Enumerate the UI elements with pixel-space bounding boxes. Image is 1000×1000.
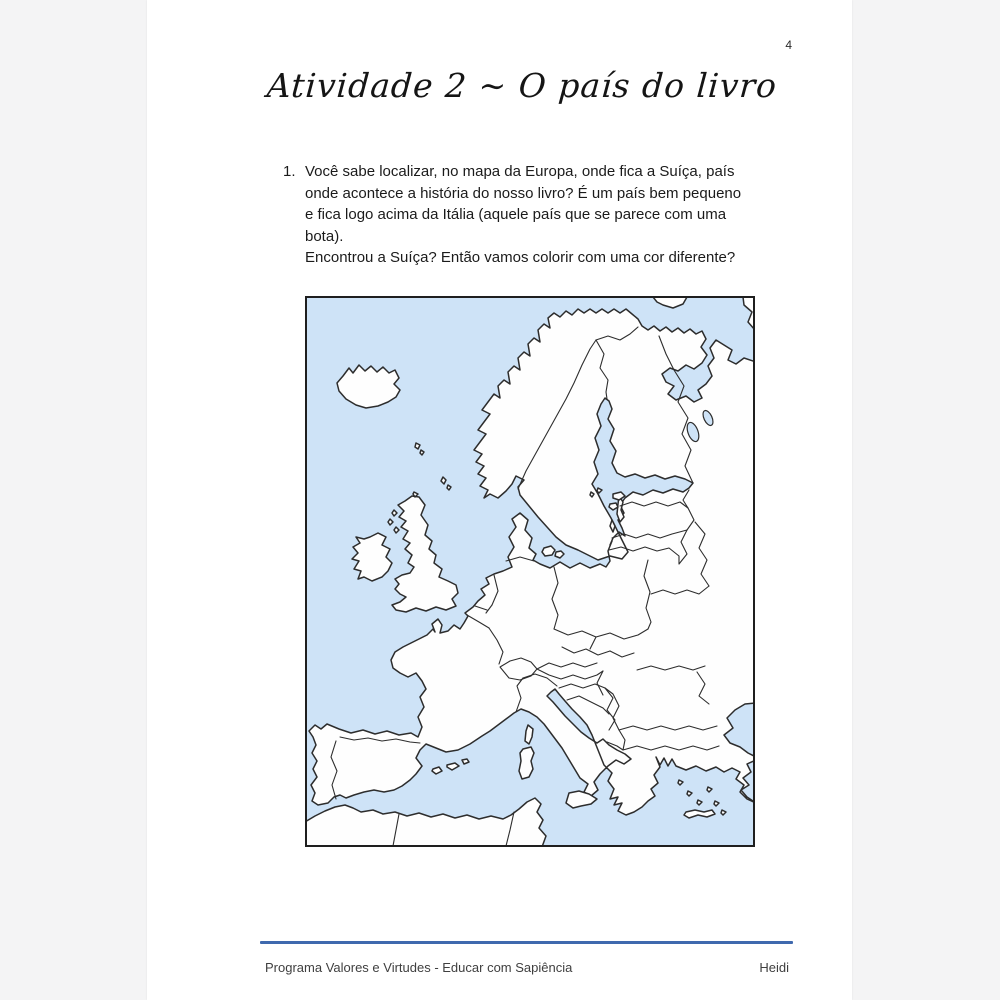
europe-map-image [305,296,755,847]
page-number: 4 [785,38,792,52]
activity-question: Encontrou a Suíça? Então vamos colorir com uma cor diferente? [305,249,736,266]
list-number: 1. [283,163,296,180]
activity-list-item [283,161,745,269]
europe-map-svg [307,298,753,845]
activity-text [305,161,745,269]
activity-paragraph: Você sabe localizar, no mapa da Europa, onde fica a Suíça, país onde acontece a história do nosso livro? É um país bem pequeno e fica logo acima da Itália (aquele país que se parece com uma bota). [305,163,742,245]
footer-rule [260,941,793,944]
page-footer [265,960,789,975]
footer-program-text: Programa Valores e Virtudes - Educar com Sapiência [265,960,573,975]
document-page [147,0,852,1000]
page-title: Atividade 2 ~ O país do livro [265,66,779,105]
footer-book-title: Heidi [759,960,789,975]
